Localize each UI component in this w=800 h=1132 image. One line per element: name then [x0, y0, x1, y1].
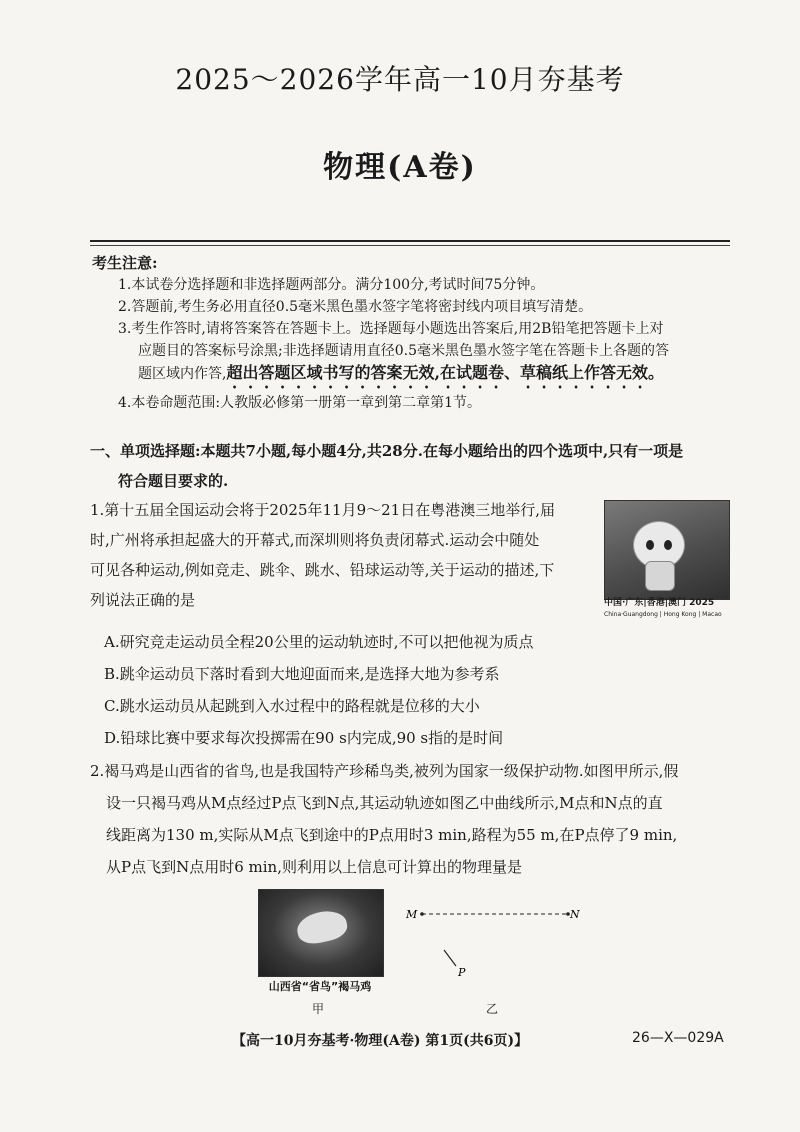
section-heading-line1: 一、单项选择题:本题共7小题,每小题4分,共28分.在每小题给出的四个选项中,只有一项是 [90, 442, 684, 460]
figure-label-yi: 乙 [486, 1002, 499, 1016]
notice-item-3 [92, 318, 732, 392]
q2-line-1: 2.褐马鸡是山西省的省鸟,也是我国特产珍稀鸟类,被列为国家一级保护动物.如图甲所示,假 [90, 762, 679, 780]
q2-line-3: 线距离为130 m,实际从M点飞到途中的P点用时3 min,路程为55 m,在P点停了9 min, [106, 826, 678, 844]
question-1 [90, 495, 610, 615]
games-mascot-photo [604, 500, 730, 600]
q1-option-b: B.跳伞运动员下落时看到大地迎面而来,是选择大地为参考系 [104, 665, 500, 683]
point-m-dot [420, 912, 424, 916]
exam-title: 2025～2026学年高一10月夯基考 [175, 63, 625, 96]
bird-photo [258, 889, 384, 977]
divider-thin [90, 245, 730, 246]
section-heading-line2: 符合题目要求的. [118, 472, 229, 490]
q1-line-1: 1.第十五届全国运动会将于2025年11月9～21日在粤港澳三地举行,届 [90, 501, 555, 519]
question-2 [90, 755, 750, 883]
q2-line-4: 从P点飞到N点用时6 min,则利用以上信息可计算出的物理量是 [106, 858, 522, 876]
q2-line-2: 设一只褐马鸡从M点经过P点飞到N点,其运动轨迹如图乙中曲线所示,M点和N点的直 [106, 794, 663, 812]
figure-label-jia: 甲 [312, 1002, 325, 1016]
notice-item-3-prefix: 题区域内作答, [138, 366, 227, 382]
notice-item-3-line3 [118, 362, 732, 392]
notice-item-2: 2.答题前,考生务必用直径0.5毫米黑色墨水签字笔将密封线内项目填写清楚。 [118, 299, 593, 315]
notice-heading: 考生注意: [92, 254, 158, 272]
subject-title: 物理(A卷) [323, 150, 477, 185]
notice-emphasis: 超出答题区域书写的答案无效,在试题卷、草稿纸上作答无效。 [226, 363, 665, 382]
notice-item-1: 1.本试卷分选择题和非选择题两部分。满分100分,考试时间75分钟。 [118, 277, 545, 293]
mascot-body [645, 561, 675, 591]
point-n-label: N [570, 908, 580, 921]
q1-line-3: 可见各种运动,例如竞走、跳伞、跳水、铅球运动等,关于运动的描述,下 [90, 561, 555, 579]
notice-item-3-line1: 3.考生作答时,请将答案答在答题卡上。选择题每小题选出答案后,用2B铅笔把答题卡上对 [118, 321, 664, 337]
trajectory-svg [404, 900, 594, 990]
q1-option-c: C.跳水运动员从起跳到入水过程中的路程就是位移的大小 [104, 697, 480, 715]
q1-option-d: D.铅球比赛中要求每次投掷需在90 s内完成,90 s指的是时间 [104, 729, 504, 747]
games-photo-caption [604, 598, 734, 620]
mascot-eye-right [664, 540, 672, 550]
mascot-eye-left [646, 540, 654, 550]
point-m-label: M [406, 908, 418, 921]
divider-thick [90, 240, 730, 242]
exam-code: 26—X—029A [632, 1030, 724, 1046]
notice-item-3-line2: 应题目的答案标号涂黑;非选择题请用直径0.5毫米黑色墨水签字笔在答题卡上各题的答 [138, 343, 669, 359]
trajectory-curve [444, 950, 456, 966]
section-heading [90, 436, 740, 496]
q1-line-2: 时,广州将承担起盛大的开幕式,而深圳则将负责闭幕式.运动会中随处 [90, 531, 540, 549]
games-photo-caption-main: 中国·广东|香港|澳门 2025 [604, 598, 715, 608]
q1-line-4: 列说法正确的是 [90, 591, 196, 609]
games-photo-caption-small: China·Guangdong | Hong Kong | Macao [604, 611, 722, 618]
q1-option-a: A.研究竞走运动员全程20公里的运动轨迹时,不可以把他视为质点 [104, 633, 534, 651]
page-footer: 【高一10月夯基考·物理(A卷) 第1页(共6页)】 [232, 1033, 529, 1049]
bird-shape [294, 907, 349, 947]
notice-item-4: 4.本卷命题范围:人教版必修第一册第一章到第二章第1节。 [118, 395, 481, 411]
point-p-label: P [458, 966, 466, 979]
notice-block [92, 252, 732, 414]
q1-options [104, 626, 724, 754]
bird-photo-caption: 山西省“省鸟”褐马鸡 [268, 980, 372, 993]
trajectory-figure [404, 900, 594, 990]
